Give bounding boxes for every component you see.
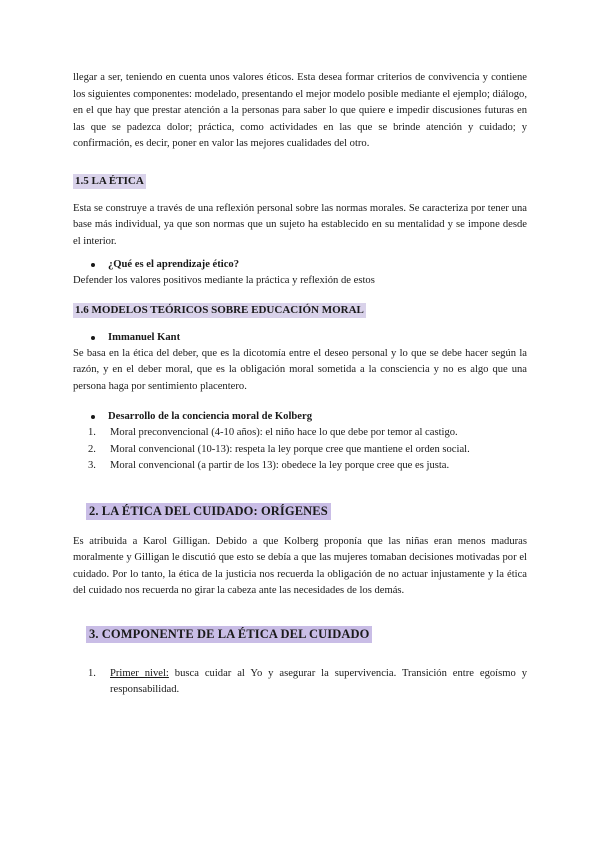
kant-paragraph: Se basa en la ética del deber, que es la dicotomía entre el deseo personal y lo que se debe hacer según la razón, y en el deber moral, que es la obligación moral sometida a la consciencia y no es algo que una persona haga por sentimiento placentero. bbox=[73, 347, 527, 392]
heading-1-5-text: 1.5 LA ÉTICA bbox=[75, 174, 144, 187]
list-item-text: Moral convencional (a partir de los 13): obedece la ley porque cree que es justa. bbox=[110, 460, 450, 471]
heading-3-text: 3. COMPONENTE DE LA ÉTICA DEL CUIDADO bbox=[86, 626, 372, 643]
heading-2-text: 2. LA ÉTICA DEL CUIDADO: ORÍGENES bbox=[86, 503, 331, 520]
list-item-number: 1. bbox=[88, 667, 96, 679]
list-item-text: Moral convencional (10-13): respeta la ley porque cree que mantiene el orden social. bbox=[110, 443, 470, 455]
bullet-aprendizaje-label: ¿Qué es el aprendizaje ético? bbox=[108, 259, 240, 270]
heading-3 bbox=[73, 625, 527, 643]
aprendizaje-etico-text: Defender los valores positivos mediante la práctica y reflexión de estos bbox=[73, 275, 375, 286]
document-page bbox=[73, 70, 527, 699]
bullet-dot-icon bbox=[91, 336, 95, 340]
list-item-number: 3. bbox=[88, 460, 96, 471]
list-item-text: Moral preconvencional (4-10 años): el niño hace lo que debe por temor al castigo. bbox=[110, 427, 458, 438]
intro-paragraph: llegar a ser, teniendo en cuenta unos valores éticos. Esta desea formar criterios de convivencia y contiene los siguientes componentes: modelado, presentando el mejor modelo posible mediante el ejemplo; diálogo, en el que hay que prestar atención a la personas para saber lo que quiere e impedir discusiones futuras en las que se padezca dolor; práctica, como actividades en las que se brinde atención y cuidado; y confirmación, es decir, poner en valor las mejores cualidades del otro. bbox=[73, 72, 527, 149]
cuidado-origenes-paragraph: Es atribuida a Karol Gilligan. Debido a que Kolberg proponía que las niñas eran menos maduras moralmente y Gilligan le discutió que esto se debía a que las mujeres tomaban decisiones motivadas por el cuidado. Por lo tanto, la ética de la justicia nos recuerda la obligación de no actuar injustamente y la ética del cuidado nos recuerda no girar la cabeza ante las necesidades de los demás. bbox=[73, 535, 527, 596]
bullet-kolberg-label: Desarrollo de la conciencia moral de Kolberg bbox=[108, 411, 312, 422]
list-item-number: 1. bbox=[88, 427, 96, 438]
heading-1-5 bbox=[73, 171, 527, 189]
bullet-kolberg bbox=[91, 409, 527, 425]
list-item bbox=[73, 666, 527, 699]
list-item bbox=[73, 442, 527, 459]
etica-paragraph: Esta se construye a través de una reflexión personal sobre las normas morales. Se caracteriza por tener una base más individual, ya que son normas que un sujeto ha establecido en su mentalidad y se impone desde el interior. bbox=[73, 202, 527, 247]
primer-nivel-text: busca cuidar al Yo y asegurar la supervivencia. Transición entre egoísmo y responsabilidad. bbox=[110, 667, 527, 695]
heading-1-6-text: 1.6 MODELOS TEÓRICOS SOBRE EDUCACIÓN MORAL bbox=[75, 303, 364, 316]
bullet-dot-icon bbox=[91, 415, 95, 419]
list-item-text bbox=[110, 666, 527, 699]
list-item bbox=[73, 425, 527, 442]
list-item-number: 2. bbox=[88, 443, 96, 455]
componente-list bbox=[73, 666, 527, 699]
bullet-kant-label: Immanuel Kant bbox=[108, 331, 181, 343]
bullet-kant bbox=[91, 330, 527, 346]
kolberg-list bbox=[73, 425, 527, 475]
heading-1-6 bbox=[73, 300, 527, 318]
heading-2 bbox=[73, 502, 527, 520]
list-item bbox=[73, 458, 527, 475]
bullet-dot-icon bbox=[91, 263, 95, 267]
bullet-aprendizaje-etico bbox=[91, 257, 527, 273]
primer-nivel-label: Primer nivel: bbox=[110, 667, 169, 679]
